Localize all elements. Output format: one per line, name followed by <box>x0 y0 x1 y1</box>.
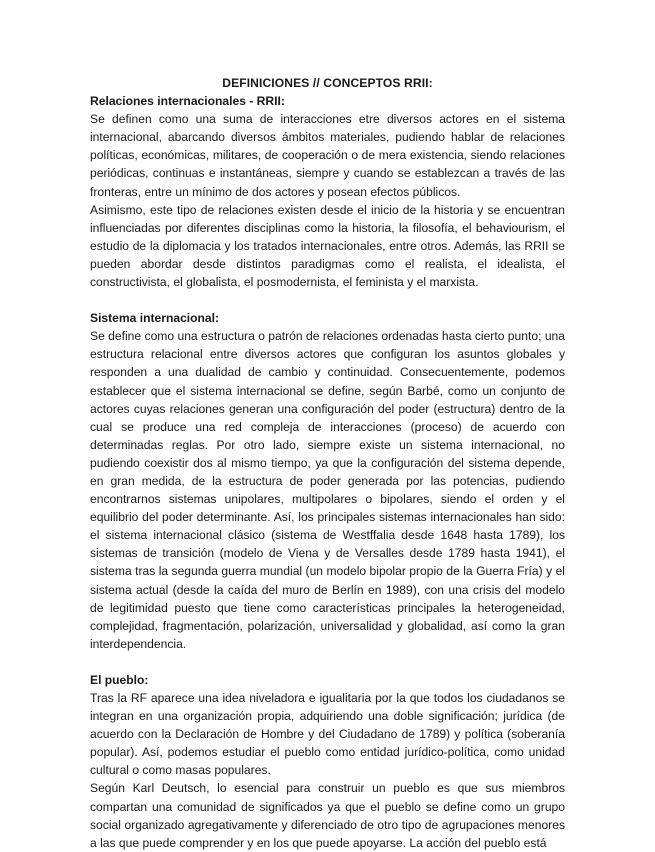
paragraph: Se define como una estructura o patrón de relaciones ordenadas hasta cierto punto; una estructura relacional entre diversos actores que configuran los asuntos globales y responden a una dualidad de cambio y continuidad. Consecuentemente, podemos establecer que el sistema internacional se define, según Barbé, como un conjunto de actores cuyas relaciones generan una configuración del poder (estructura) dentro de la cual se produce una red compleja de interacciones (proceso) de acuerdo con determinadas reglas. Por otro lado, siempre existe un sistema internacional, no pudiendo coexistir dos al mismo tiempo, ya que la configuración del sistema depende, en gran medida, de la estructura de poder generada por las potencias, pudiendo encontrarnos sistemas unipolares, multipolares o bipolares, siendo el orden y el equilibrio del poder determinante. Así, los principales sistemas internacionales han sido: el sistema internacional clásico (sistema de Westffalia desde 1648 hasta 1789), los sistemas de transición (modelo de Viena y de Versalles desde 1789 hasta 1941), el sistema tras la segunda guerra mundial (un modelo bipolar propio de la Guerra Fría) y el sistema actual (desde la caída del muro de Berlín en 1989), con una crisis del modelo de legitimidad puesto que tiene como características principales la heterogeneidad, complejidad, fragmentación, polarización, universalidad y globalidad, así como la gran interdependencia. <box>90 329 565 651</box>
paragraph: Asimismo, este tipo de relaciones existen desde el inicio de la historia y se encuentran influenciadas por diferentes disciplinas como la historia, la filosofía, el behaviourism, el estudio de la diplomacia y los tratados internacionales, entre otros. Además, las RRII se pueden abordar desde distintos paradigmas como el realista, el idealista, el constructivista, el globalista, el posmodernista, el feminista y el marxista. <box>90 202 565 290</box>
section-el-pueblo <box>90 671 565 852</box>
section-heading: Relaciones internacionales - RRII: <box>90 94 285 109</box>
document-page <box>90 74 565 852</box>
paragraph: Según Karl Deutsch, lo esencial para construir un pueblo es que sus miembros compartan una comunidad de significados ya que el pueblo se define como un grupo social organizado agregativamente y diferenciado de otro tipo de agrupaciones menores a las que puede comprender y en los que puede apoyarse. La acción del pueblo está <box>90 781 565 850</box>
section-heading: Sistema internacional: <box>90 311 220 326</box>
paragraph: Se definen como una suma de interacciones etre diversos actores en el sistema internacional, abarcando diversos ámbitos materiales, pudiendo hablar de relaciones políticas, económicas, militares, de cooperación o de mera existencia, siendo relaciones periódicas, continuas e instantáneas, siempre y cuando se establezcan a través de las fronteras, entre un mínimo de dos actores y posean efectos públicos. <box>90 112 565 199</box>
section-sistema-internacional <box>90 309 565 653</box>
paragraph: Tras la RF aparece una idea niveladora e igualitaria por la que todos los ciudadanos se integran en una organización propia, adquiriendo una doble significación; jurídica (de acuerdo con la Declaración de Hombre y del Ciudadano de 1789) y política (soberanía popular). Así, podemos estudiar el pueblo como entidad jurídico-política, como unidad cultural o como masas populares. <box>90 691 565 778</box>
document-title: DEFINICIONES // CONCEPTOS RRII: <box>222 76 433 90</box>
section-heading: El pueblo: <box>90 672 149 687</box>
section-relaciones-internacionales <box>90 92 565 291</box>
